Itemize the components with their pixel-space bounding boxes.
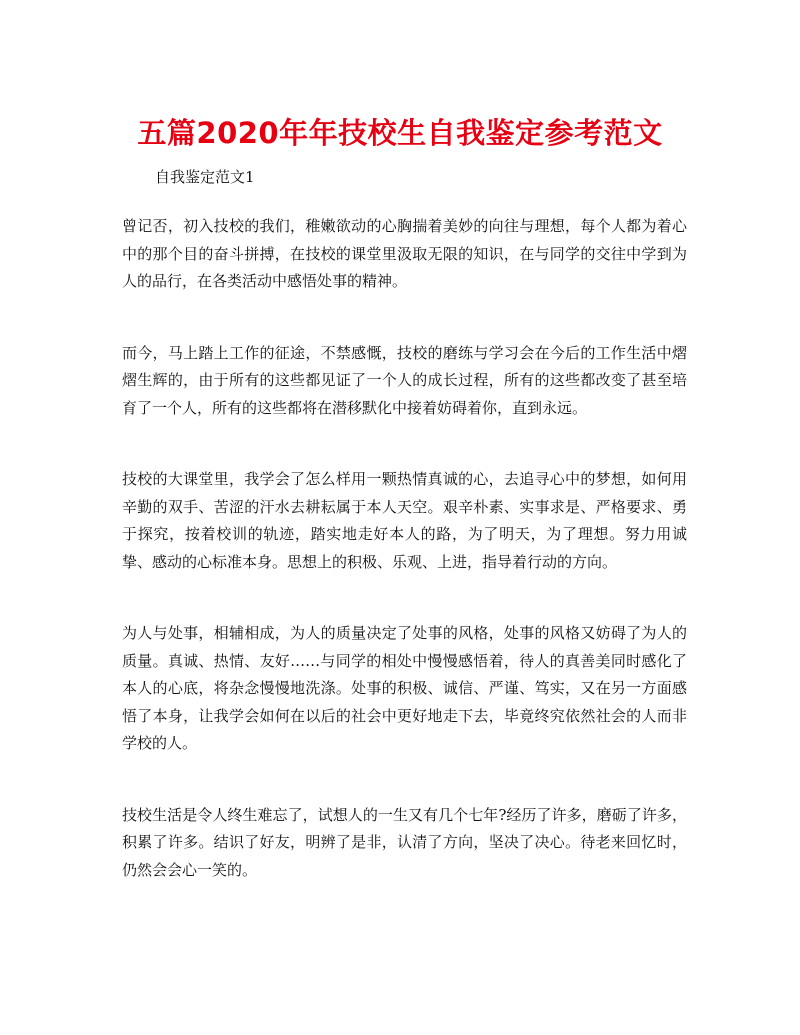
- paragraph-2: 而今，马上踏上工作的征途，不禁感慨，技校的磨练与学习会在今后的工作生活中熠熠生辉的，由于所有的这些都见证了一个人的成长过程，所有的这些都改变了甚至培育了一个人，所有的这些都将在潜移默化中接着妨碍着你，直到永远。: [122, 343, 687, 417]
- paragraph-1: 曾记否，初入技校的我们，稚嫩欲动的心胸揣着美妙的向往与理想，每个人都为着心中的那个目的奋斗拼搏，在技校的课堂里汲取无限的知识，在与同学的交往中学到为人的品行，在各类活动中感悟处事的精神。: [122, 217, 687, 290]
- paragraph-3: 技校的大课堂里，我学会了怎么样用一颗热情真诚的心，去追寻心中的梦想，如何用辛勤的双手、苦涩的汗水去耕耘属于本人天空。艰辛朴素、实事求是、严格要求、勇于探究，按着校训的轨迹，踏实地走好本人的路，为了明天，为了理想。努力用诚挚、感动的心标准本身。思想上的积极、乐观、上进，指导着行动的方向。: [122, 470, 687, 571]
- section-subtitle: 自我鉴定范文1: [155, 168, 255, 186]
- paragraph-4: 为人与处事，相辅相成，为人的质量决定了处事的风格，处事的风格又妨碍了为人的质量。真诚、热情、友好……与同学的相处中慢慢感悟着，待人的真善美同时感化了本人的心底，将杂念慢慢地洗涤。处事的积极、诚信、严谨、笃实，又在另一方面感悟了本身，让我学会如何在以后的社会中更好地走下去，毕竟终究依然社会的人而非学校的人。: [122, 624, 687, 752]
- paragraph-5: 技校生活是令人终生难忘了，试想人的一生又有几个七年?经历了许多，磨砺了许多，积累了许多。结识了好友，明辨了是非，认清了方向，坚决了决心。待老来回忆时，仍然会会心一笑的。: [122, 805, 687, 879]
- document-body: [122, 213, 687, 928]
- page-title: 五篇2020年年技校生自我鉴定参考范文: [137, 116, 663, 150]
